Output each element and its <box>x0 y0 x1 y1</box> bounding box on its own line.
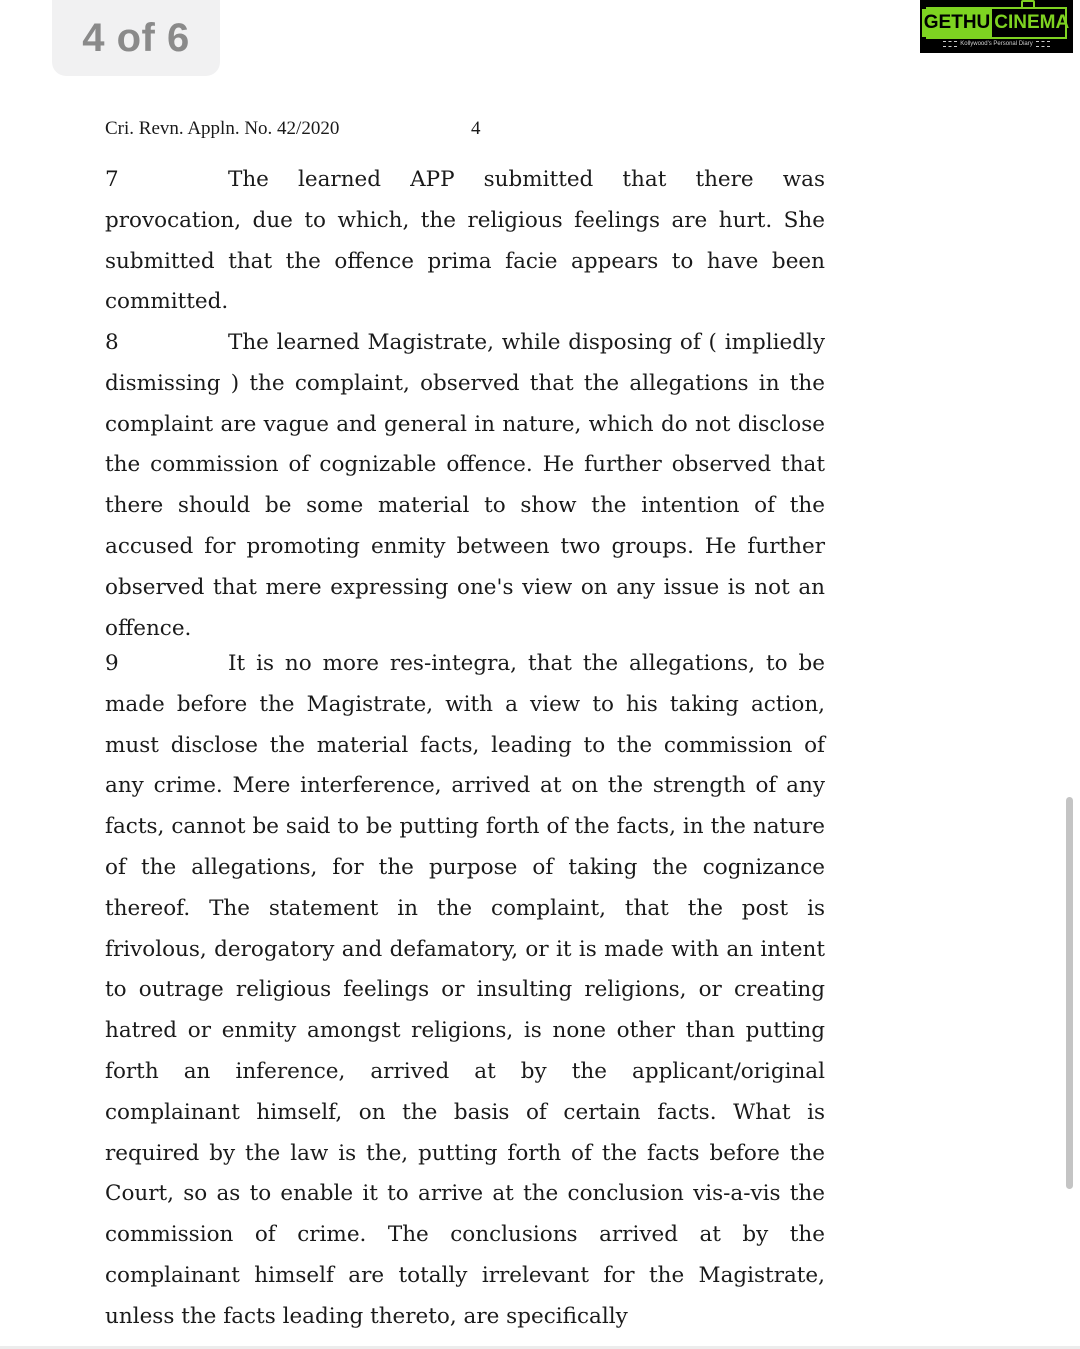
paragraph-number: 9 <box>105 651 119 676</box>
paragraph-number: 8 <box>105 330 119 355</box>
brand-part2: CINEMA <box>994 12 1070 33</box>
paragraph-9 <box>105 644 825 1338</box>
brand-tagline: Kollywood's Personal Diary <box>960 41 1033 47</box>
film-strip-icon <box>1036 41 1050 47</box>
page-indicator: 4 of 6 <box>52 0 220 76</box>
vertical-scrollbar[interactable] <box>1066 797 1073 1189</box>
paragraph-8 <box>105 323 825 649</box>
paragraph-text: It is no more res-integra, that the allegations, to be made before the Magistrate, with a view to his taking action, must disclose the material facts, leading to the commission of any crime. Mere interference, arrived at on the strength of any facts, cannot be said to be putting forth of the facts, in the nature of the allegations, for the purpose of taking the cognizance thereof. The statement in the complaint, that the post is frivolous, derogatory and defamatory, or it is made with an intent to outrage religious feelings or insulting religions, or creating hatred or enmity amongst religions, is none other than putting forth an inference, arrived at by the applicant/original complainant himself, on the basis of certain facts. What is required by the law is the, putting forth of the facts before the Court, so as to enable it to arrive at the conclusion vis-a-vis the commission of crime. The conclusions arrived at by the complainant himself are totally irrelevant for the Magistrate, unless the facts leading thereto, are specifically <box>105 651 825 1329</box>
film-strip-icon <box>943 41 957 47</box>
paragraph-7 <box>105 160 825 323</box>
case-number: Cri. Revn. Appln. No. 42/2020 <box>105 118 340 139</box>
brand-part1: GETHU <box>922 9 993 37</box>
document-header <box>105 118 481 140</box>
paragraph-number: 7 <box>105 167 119 192</box>
watermark-logo <box>920 0 1073 53</box>
paragraph-text: The learned Magistrate, while disposing of ( impliedly dismissing ) the complaint, observed that the allegations in the complaint are vague and general in nature, which do not disclose the commission of cognizable offence. He further observed that there should be some material to show the intention of the accused for promoting enmity between two groups. He further observed that mere expressing one's view on any issue is not an offence. <box>105 330 825 641</box>
paragraph-text: The learned APP submitted that there was provocation, due to which, the religious feelings are hurt. She submitted that the offence prima facie appears to have been committed. <box>105 167 825 315</box>
brand-tagline-row <box>926 41 1067 47</box>
camera-icon <box>1021 0 1035 9</box>
page-number: 4 <box>471 118 481 139</box>
brand-logo <box>923 7 1070 39</box>
